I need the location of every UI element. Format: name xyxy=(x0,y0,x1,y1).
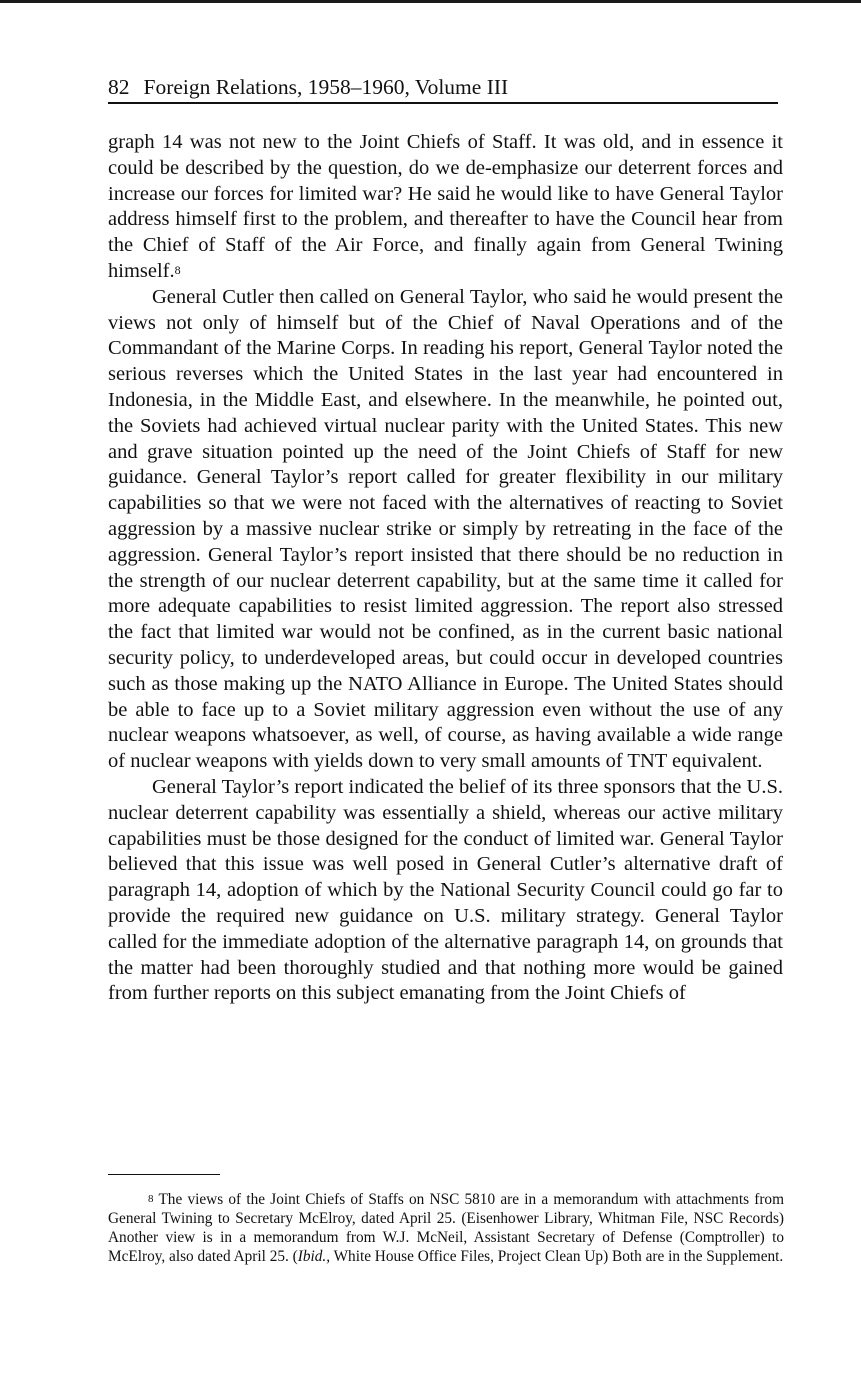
top-edge-rule xyxy=(0,0,861,3)
body-text xyxy=(108,130,783,1007)
footnote-marker: 8 xyxy=(148,1193,154,1205)
footnote-ibid: Ibid., xyxy=(297,1248,331,1265)
footnote-text-1: The views of the Joint Chiefs of Staffs on NSC 5810 are in a memorandum with attachments from General Twining to Secretary McElroy, dated April 25. (Eisenhower Library, Whitman File, NSC Records) Another view is in a memorandum from W.J. McNeil, Assistant Secretary of Defense (Comptroller) to McElroy, also dated April 25. ( xyxy=(108,1191,784,1265)
footnote-text-2: White House Office Files, Project Clean Up) Both are in the Supplement. xyxy=(330,1248,784,1265)
running-head xyxy=(108,74,778,100)
paragraph-1 xyxy=(108,130,783,285)
footnote-reference: 8 xyxy=(174,262,181,277)
footnote-rule xyxy=(108,1174,220,1175)
paragraph-2: General Cutler then called on General Taylor, who said he would present the views not only of himself but of the Chief of Naval Operations and of the Commandant of the Marine Corps. In reading his report, General Taylor noted the serious reverses which the United States in the last year had encountered in Indonesia, in the Middle East, and elsewhere. In the meanwhile, he pointed out, the Soviets had achieved virtual nuclear parity with the United States. This new and grave situation pointed up the need of the Joint Chiefs of Staff for new guidance. General Taylor’s report called for greater flexibility in our military capabilities so that we were not faced with the alternatives of reacting to Soviet aggression by a massive nuclear strike or simply by retreating in the face of the aggression. General Taylor’s report insisted that there should be no reduction in the strength of our nuclear deterrent capability, but at the same time it called for more adequate capabilities to resist limited aggression. The report also stressed the fact that limited war would not be confined, as in the current basic national security policy, to underdeveloped areas, but could occur in developed countries such as those making up the NATO Alliance in Europe. The United States should be able to face up to a Soviet military aggression even without the use of any nuclear weapons whatsoever, as well, of course, as having available a wide range of nuclear weapons with yields down to very small amounts of TNT equivalent. xyxy=(108,285,783,773)
paragraph-3: General Taylor’s report indicated the belief of its three sponsors that the U.S. nuclear deterrent capability was essentially a shield, whereas our active military capabilities must be those designed for the conduct of limited war. General Taylor believed that this issue was well posed in General Cutler’s alternative draft of paragraph 14, adoption of which by the National Security Council could go far to provide the required new guidance on U.S. military strategy. General Taylor called for the immediate adoption of the alternative paragraph 14, on grounds that the matter had been thoroughly studied and that nothing more would be gained from further reports on this subject emanating from the Joint Chiefs of xyxy=(108,775,783,1005)
running-head-title: Foreign Relations, 1958–1960, Volume III xyxy=(143,75,509,99)
footnote xyxy=(108,1190,784,1266)
page-number: 82 xyxy=(108,75,130,99)
paragraph-1-text: graph 14 was not new to the Joint Chiefs of Staff. It was old, and in essence it could be described by the question, do we de-emphasize our deterrent forces and increase our forces for limited war? He said he would like to have General Taylor address himself first to the problem, and thereafter to have the Council hear from the Chief of Staff of the Air Force, and finally again from General Twining himself. xyxy=(108,131,783,282)
running-head-rule xyxy=(108,102,778,104)
footnote-paragraph xyxy=(108,1190,784,1266)
